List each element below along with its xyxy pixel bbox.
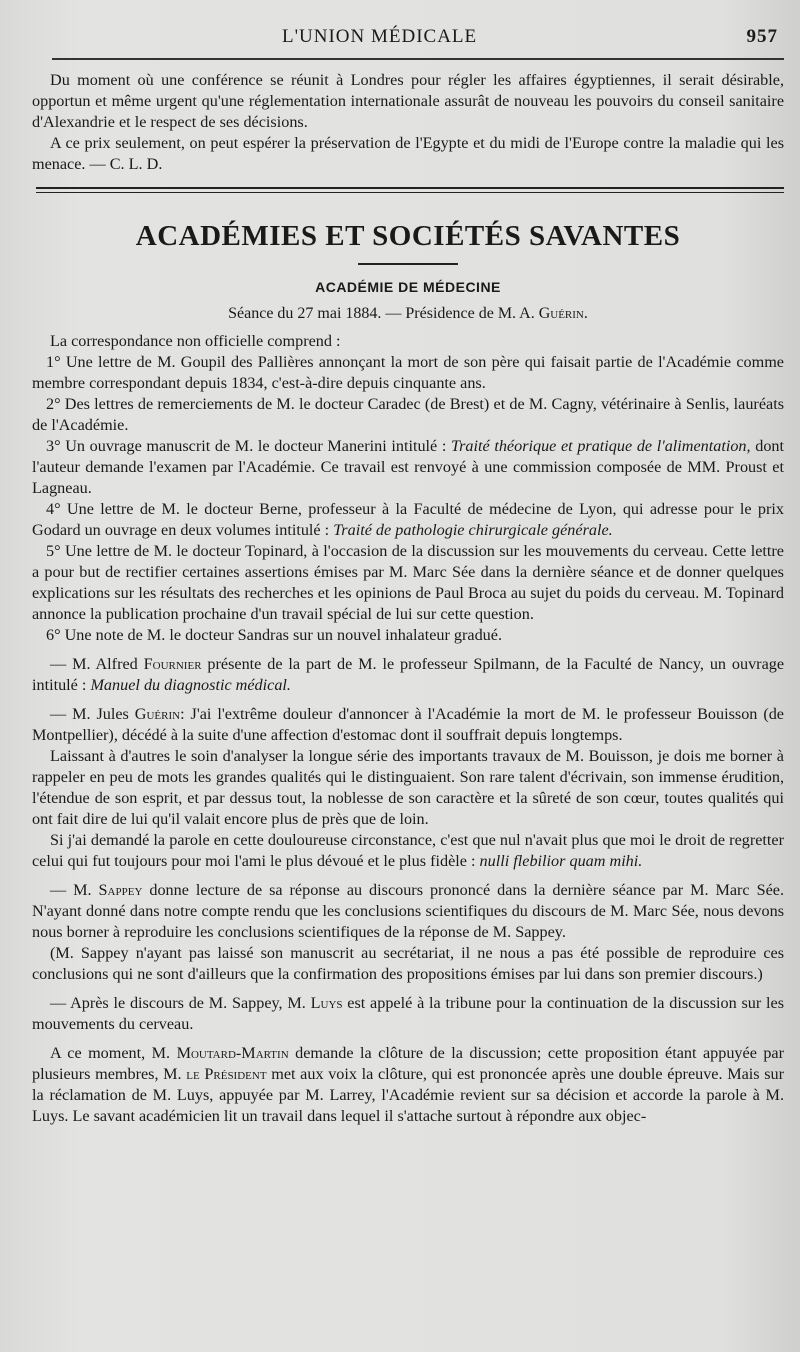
luys-paragraph: — Après le discours de M. Sappey, M. Luys est appelé à la tribune pour la continuation de la discussion sur les mouvements du cerveau. (32, 994, 784, 1033)
person-name: Luys (310, 994, 343, 1012)
session-line (32, 305, 784, 323)
header-rule (52, 58, 784, 60)
title-underline (358, 263, 458, 265)
latin-quote: nulli flebilior quam mihi. (479, 852, 643, 870)
closure-paragraph: A ce moment, M. Moutard-Martin demande la clôture de la discussion; cette proposition étant appuyée par plusieurs membres, M. le Président met aux voix la clôture, qui est prononcée après une double épreuve. Mais sur la réclamation de M. Luys, appuyée par M. Larrey, l'Académie revient sur sa décision et accorde la parole à M. Luys. Le savant académicien lit un travail dans lequel il s'attache surtout à répondre aux objec- (32, 1044, 785, 1125)
page-number: 957 (746, 26, 778, 47)
correspondence-item-4: 4° Une lettre de M. le docteur Berne, professeur à la Faculté de médecine de Lyon, qui adresse pour le prix Godard un ouvrage en deux volumes intitulé : Traité de pathologie chirurgicale générale. (32, 500, 784, 539)
sappey-note: (M. Sappey n'ayant pas laissé son manuscrit au secrétariat, il ne nous a pas été possible de reproduire ces conclusions qui ne sont d'ailleurs que la confirmation des propositions émises par lui dans son premier discours.) (32, 944, 784, 983)
section-title: ACADÉMIES ET SOCIÉTÉS SAVANTES (135, 220, 681, 252)
book-title: Traité de pathologie chirurgicale générale. (333, 521, 613, 539)
person-name: Guérin (134, 705, 181, 723)
book-title: Manuel du diagnostic médical. (90, 676, 291, 694)
correspondence-item-6: 6° Une note de M. le docteur Sandras sur un nouvel inhalateur gradué. (46, 626, 502, 644)
correspondence-item-1: 1° Une lettre de M. Goupil des Pallières annonçant la mort de son père qui faisait partie de l'Académie comme membre correspondant depuis 1834, c'est-à-dire depuis cinquante ans. (32, 353, 784, 392)
correspondence-item-2: 2° Des lettres de remerciements de M. le docteur Caradec (de Brest) et de M. Cagny, vétérinaire à Senlis, lauréats de l'Académie. (32, 395, 784, 434)
correspondence-item-3: 3° Un ouvrage manuscrit de M. le docteur Manerini intitulé : Traité théorique et pratique de l'alimentation, dont l'auteur demande l'examen par l'Académie. Ce travail est renvoyé à une commission composée de MM. Proust et Lagneau. (32, 437, 784, 497)
person-name: le Président (186, 1065, 267, 1083)
sappey-paragraph: — M. Sappey donne lecture de sa réponse au discours prononcé dans la dernière séance par M. Marc Sée. N'ayant donné dans notre compte rendu que les conclusions scientifiques du discours de M. Marc Sée, nous devons nous borner à reproduire les conclusions scientifiques de la réponse de M. Sappey. (32, 881, 784, 941)
intro-paragraph-2: A ce prix seulement, on peut espérer la préservation de l'Egypte et du midi de l'Europe contre la maladie qui les menace. — C. L. D. (32, 134, 784, 173)
running-head (32, 26, 784, 56)
eulogy-paragraph: Laissant à d'autres le soin d'analyser la longue série des importants travaux de M. Bouisson, je dois me borner à rappeler en peu de mots les grandes qualités qui le distinguaient. Son rare talent d'écrivain, son immense érudition, l'étendue de son esprit, et par dessus tout, la noblesse de son caractère et la sûreté de son cœur, toutes qualités qui ont fait dire de lui qu'il valait encore plus de près que de loin. (32, 747, 784, 828)
intro-paragraph-1: Du moment où une conférence se réunit à Londres pour régler les affaires égyptiennes, il serait désirable, opportun et même urgent qu'une réglementation internationale assurât de nouveau les pouvoirs du conseil sanitaire d'Alexandrie et le respect de ses décisions. (32, 71, 784, 131)
academy-heading: ACADÉMIE DE MÉDECINE (315, 279, 501, 295)
correspondence-intro: La correspondance non officielle comprend : (50, 332, 341, 350)
person-name: Sappey (98, 881, 143, 899)
eulogy-closing: Si j'ai demandé la parole en cette douloureuse circonstance, c'est que nul n'avait plus que moi le droit de regretter celui qui fut toujours pour moi l'ami le plus dévoué et le plus fidèle : nulli flebilior quam mihi. (32, 831, 784, 870)
guerin-paragraph: — M. Jules Guérin: J'ai l'extrême douleur d'annoncer à l'Académie la mort de M. le professeur Bouisson (de Montpellier), décédé à la suite d'une affection d'estomac dont il souffrait depuis longtemps. (32, 705, 784, 744)
person-name: Fournier (143, 655, 202, 673)
journal-title: L'UNION MÉDICALE (282, 26, 478, 47)
fournier-paragraph: — M. Alfred Fournier présente de la part de M. le professeur Spilmann, de la Faculté de Nancy, un ouvrage intitulé : Manuel du diagnostic médical. (32, 655, 785, 694)
correspondence-item-5: 5° Une lettre de M. le docteur Topinard, à l'occasion de la discussion sur les mouvements du cerveau. Cette lettre a pour but de rectifier certaines assertions émises par M. Marc Sée dans la dernière séance et de donner quelques explications sur les résultats des recherches et les opinions de Paul Broca au sujet du poids du cerveau. M. Topinard annonce la publication prochaine d'un travail spécial de lui sur cette question. (32, 542, 784, 623)
session-president: Guérin. (538, 305, 588, 322)
book-title: Traité théorique et pratique de l'alimentation, (451, 437, 751, 455)
person-name: Moutard-Martin (176, 1044, 289, 1062)
session-date: Séance du 27 mai 1884. — Présidence de M. A. (228, 305, 535, 322)
section-divider (36, 187, 784, 193)
